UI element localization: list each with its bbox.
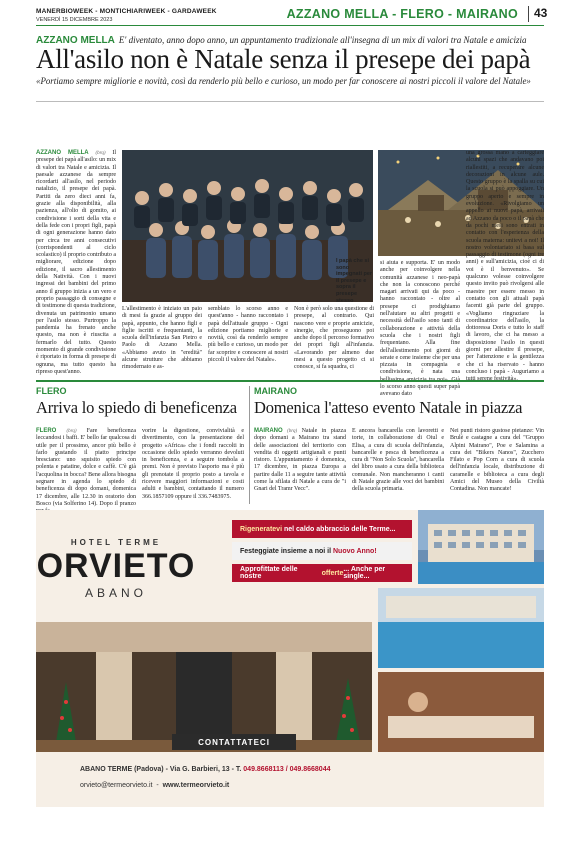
main-headline: All'asilo non è Natale senza il presepe dei papà — [36, 44, 531, 74]
mairano-headline: Domenica l'atteso evento Natale in piazza — [254, 398, 523, 417]
kicker-place: AZZANO MELLA — [36, 35, 115, 46]
ad-pool-photo — [378, 588, 544, 668]
ad-email[interactable]: orvieto@termeorvieto.it — [80, 782, 153, 789]
ad-band1-strong: Rigeneratevi — [240, 525, 283, 533]
ad-band3-strong: offerte — [321, 569, 344, 577]
byline-author: (brq) — [95, 151, 106, 156]
mairano-col-3: Nei punti ristoro gustose pietanze: Vin Brulè e castagne a cura del "Gruppo Alpini Mairano", Poe e Salamina a cura dei "Bikers Nanos", Zucchero Filato e Pop Corn a cura di scuola dell'infanzia locale, distribuzione di caramelle e biblioteca a cura degli Amici del Museo della Civiltà Contadina. Non mancate! — [450, 428, 544, 493]
ad-footer — [36, 756, 544, 807]
ad-city: ABANO — [84, 586, 147, 600]
flero-byline-place: FLERO — [36, 428, 57, 434]
photo-caption: I papà che si sono impegnati per il presepe e sopra il presepe stesso — [336, 258, 373, 304]
publication-name: MANERBIOWEEK - MONTICHIARIWEEK - GARDAWEEK — [36, 8, 217, 15]
article-col-3: L'allestimento è iniziato un paio di mesi fa grazie al gruppo dei papà, appunto, che hanno figli e figlie iscritti e frequentanti, la scuola dell'infanzia San Pietro e Paolo di Azzano Mella. «Abbiamo avuto in "eredità" alcune strutture che abbiamo rimodernato e as- — [122, 306, 202, 371]
mairano-byline-author: (brq) — [287, 429, 298, 434]
flero-col-2: vorire la digestione, convivialità e divertimento, con la presentazione del progetto «Africa» che i fondi raccolti in occasione dello spiedo verranno devoluti in beneficenza, e a seguire tombola a premi. Non è previsto l'asporto ma è più gli prenotate il proprio posto a tavola e ricevere maggiori informazioni e costi adulti e bambini, contattando il numero 366.1857109 oppure il 336.7483975. — [142, 428, 244, 500]
mairano-col1-text: Natale in piazza dopo domani a Mairano tra stand delle associazioni del territorio con vendita di oggetti artigianali e punti ristoro. L'appuntamento è domenica, 17 dicembre, in piazza Europa a partire dalle 11 a seguire tante attività come la sfilata di Natale a cura de "i Gnari del Tramr Vecc". — [254, 428, 347, 493]
article-col-6b: una grossa mano a carteggiare alcuni spazi che andavano poi riallestiti, a recuperare alcune decorazioni in alcune aule. Questo gruppo è la spalla su cui la scuola si può appoggiare. Un gruppo aperto e sempre in evoluzione. «Rivolgiamo un appello ai nuovi papà, arrivati ad Azzano da poco o il papà che da pochi mesi sono entrati in contatto con l'esperienza della scuola materna: unitevi a noi! Il nostro volontariato si basa sul passaggio di testimone (ogni tre anni) e sull'amicizia, cioè ci di voi è il benvenuto». Se qualcuno volesse coinvolgere questo invito può rivolgersi alle maestre per essere messo in contatto con gli attuali papà facenti già parte del gruppo. «Vogliamo ringraziare la coordinatrice dell'asilo, la dottoressa Doris e tutto lo staff di lavoro, che ci ha messo a disposizione l'asilo in questi giorni per allestire il presepe, per l'attenzione e la gentilezza che ci ha riservato - hanno concluso i papà - Auguriamo a — [466, 150, 544, 375]
ad-spa-photo — [378, 672, 544, 752]
mairano-byline-place: MAIRANO — [254, 428, 283, 434]
ad-band3-pre: Approfittate delle nostre — [240, 566, 298, 580]
article-col-4: semblato lo scorso anno e quest'anno - hanno raccontato i papà dell'attuale gruppo - Ogni edizione portiamo migliorie e novità, così da renderlo sempre più bello e curioso, un modo per far scoprire e conoscere ai nostri piccoli il valore del Natale». — [208, 306, 288, 364]
flero-col-1 — [36, 428, 137, 507]
subtitle-rule — [36, 101, 544, 102]
ad-band2-strong: Nuovo Anno! — [332, 547, 377, 555]
flero-headline: Arriva lo spiedo di beneficenza — [36, 398, 237, 417]
mairano-kicker: MAIRANO — [254, 386, 297, 396]
byline-place: AZZANO MELLA — [36, 150, 89, 156]
main-subtitle: «Portiamo sempre migliorie e novità, così da renderlo più bello e curioso, un modo per far conoscere ai nostri piccoli il valore del Natale» — [36, 76, 531, 86]
ad-logo — [36, 510, 196, 622]
spa-illustration — [378, 672, 544, 752]
ad-hotel-exterior-photo — [418, 510, 544, 584]
pool-illustration — [378, 588, 544, 668]
ad-address-strong: ABANO TERME — [80, 766, 133, 773]
contact-button[interactable]: CONTATTATECI — [172, 734, 296, 750]
article-col-6a: si aiuta e supporta. E' un modo anche per coinvolgere nella comunità azzanese i neo-papà che non la conoscono perché magari arrivati qui da poco - hanno raccontato - oltre al presepe ci prodighiamo nell'aiutare su altri progetti e necessità dell'asilo sono tanti di collaborazione e attività della scuola che i nostri figli frequentano. Alla fine dell'allestimento poi giorni di serate e cene insieme che per una pizzata in compagnia e condivisione, è nata una lo scorso anno questi super papà avevano dato — [380, 260, 460, 398]
ad-hotel-label: HOTEL TERME — [70, 538, 162, 547]
ad-band1-text: nel caldo abbraccio delle Terme... — [283, 525, 396, 533]
ad-lobby-photo — [36, 622, 372, 752]
hotel-exterior-illustration — [418, 510, 544, 584]
ad-address — [80, 766, 330, 773]
mairano-col-1 — [254, 428, 346, 504]
flero-kicker: FLERO — [36, 386, 67, 396]
flero-col1-text: Fare beneficenza leccandosi i baffi. E' bello far qualcosa di utile per il prossimo, ancor più bello è farlo gustando il piatto principe bresciano: uno squisito spiedo con polenta e patatine, dolce e caffè. C'è già l'acquolina in bocca? Bene allora bisogna segnare in agenda lo spiedo di beneficenza di dopo domani, domenica 17 dicembre, alle 12.30 in oratorio don Bosco (via Solferino 14). Dopo il pranzo — [36, 428, 137, 507]
article-col-1 — [36, 150, 116, 374]
ad-contact-line: orvieto@termeorvieto.it - www.termeorvieto.it — [80, 782, 230, 789]
ad-band-2 — [232, 542, 412, 560]
ad-website[interactable]: www.termeorvieto.it — [162, 782, 230, 789]
ad-brand: ORVIETO — [36, 547, 196, 585]
kicker-text: E' diventato, anno dopo anno, un appuntamento tradizionale all'insegna di un mix di valori tra Natale e amicizia — [118, 35, 527, 45]
ad-phones[interactable]: 049.8668113 / 049.8668044 — [243, 766, 331, 773]
ad-address-text: (Padova) - Via G. Barbieri, 13 - T. — [134, 766, 242, 773]
ad-band-1 — [232, 520, 412, 538]
section-title: AZZANO MELLA - FLERO - MAIRANO — [286, 7, 518, 21]
mairano-col-2: E ancora bancarella con lavoretti e torte, in collaborazione di Oiul e Elisa, a cura di scuola dell'infanzia, bancarelle e pesca di beneficenza a cura di "Non Solo Scuola", bancarella del libro usato a cura della biblioteca comunale. Non mancheranno i canti di Natale grazie alle voci dei bambini della scuola primaria. — [352, 428, 444, 493]
flero-byline-author: (brq) — [66, 429, 77, 434]
article-col-5: Non è però solo una questione di presepe, al contrario. Qui nascono vere e proprie amicizie, sinergie, che proseguono poi anche dopo il percorso formativo dei propri figli all'infanzia. «Lavorando per almeno due mesi a questo progetto ci si conosce, si fa squadra, ci — [294, 306, 374, 371]
section-rule — [36, 380, 544, 382]
masthead-rule — [36, 25, 544, 26]
ad-band2-text: Festeggiate insieme a noi il — [240, 547, 332, 555]
hotel-advertisement[interactable] — [36, 510, 544, 807]
hotel-lobby-illustration — [36, 622, 372, 752]
col1-text: Il presepe dei papà all'asilo: un mix di valori tra Natale e amicizia. Il paesale azzanese da sempre ricordarti all'asilo, nel periodo natalizio, il presepe dei papà. Partiti da zero dieci anni fa, grazie alla disponibilità, alla pazienza, all'olio di gomito, ai condivisione i sorti della vita e della fede con i propri figli, papà di ogni generazione hanno dato per circa tre anni consecutivi (corrispondenti al ciclo scolastico) il proprio contributo a migliorare, edizione dopo edizione, il sacro allestimento della Natività. Con i nuovi ingressi dei bambini del primo anno il gruppo inizia a un vero e proprio passaggio di consegne e di testimone di questa tradizione, divenuta un patrimonio umano per l'asilo stesso. Purtroppo la pandemia ha frenato anche questo, ma non è riuscita a fermarlo del tutto. Questo momento di grande condivisione è riportato in forma di presepe di ognuna, ma tutto questo ha ripreso quest'anno. — [36, 150, 117, 375]
page-number: 43 — [534, 6, 548, 20]
ad-band-3 — [232, 564, 412, 582]
issue-date: VENERDÌ 15 DICEMBRE 2023 — [36, 17, 113, 23]
section-divider — [249, 386, 250, 504]
ad-band3-post: ... Anche per single... — [343, 566, 386, 580]
masthead-divider — [528, 6, 529, 22]
